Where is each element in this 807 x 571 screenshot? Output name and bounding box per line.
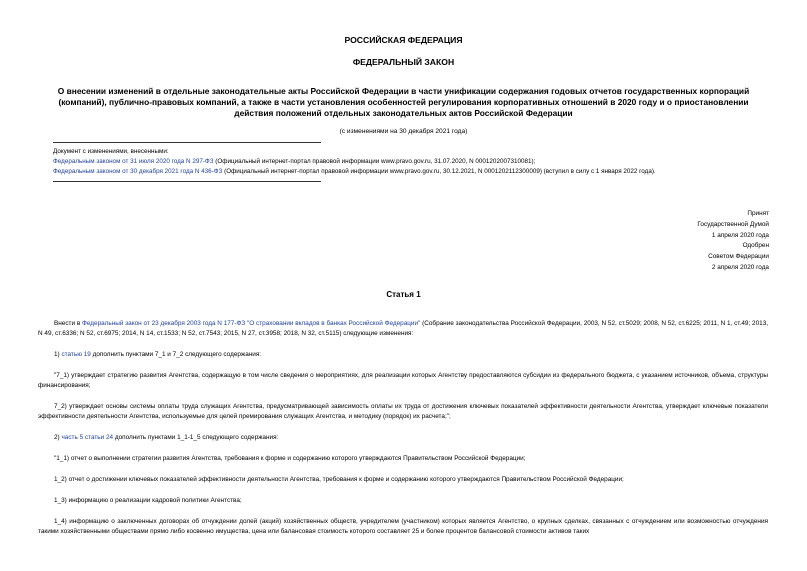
doc-type-title: ФЕДЕРАЛЬНЫЙ ЗАКОН [352,57,455,67]
item-7-1: "7_1) утверждает стратегию развития Агентства, содержащую в том числе сведения о мероприятиях, для реализации которых Агентству предоставляются субсидии из федерального бюджета, с указанием источников, объема, структуры финансирования; [38,372,768,390]
article-heading: Статья 1 [386,290,421,299]
adoption-line: Принят [747,210,769,217]
article-19-link[interactable]: статью 19 [61,351,91,358]
item-1-number: 1) [54,351,62,358]
amendment-link-2[interactable]: Федеральным законом от 30 декабря 2021 года N 436-ФЗ [53,168,223,175]
item-1 [38,350,768,360]
amendment-item [53,157,656,167]
item-1-1: "1_1) отчет о выполнении стратегии развития Агентства, требования к форме и содержанию которого утверждаются Правительством Российской Федерации; [54,455,526,462]
adoption-block [697,209,769,274]
adoption-line: Советом Федерации [708,253,769,261]
item-2 [38,433,768,443]
adoption-line: 1 апреля 2020 года [711,231,769,239]
amendment-item [53,167,656,177]
law-177-link[interactable]: Федеральный закон от 23 декабря 2003 года N 177-ФЗ [82,320,246,327]
amendment-desc-1: (Официальный интернет-портал правовой информации www.pravo.gov.ru, 31.07.2020, N 0001202007310081); [213,158,536,165]
law-title-link[interactable]: "О страховании вкладов в банках Российской Федерации" [247,320,421,327]
item-2-text: дополнить пунктами 1_1-1_5 следующего содержания: [113,434,279,441]
revision-note: (с изменениями на 30 декабря 2021 года) [339,128,468,135]
item-1-2: 1_2) отчет о достижении ключевых показателей эффективности деятельности Агентства, требования к форме и содержанию которого утверждаются Правительством Российской Федерации; [54,476,624,483]
adoption-line: Одобрен [742,242,769,250]
adoption-line: 2 апреля 2020 года [711,263,769,271]
law-title: О внесении изменений в отдельные законодательные акты Российской Федерации в части унификации содержания годовых отчетов государственных корпораций (компаний), публично-правовых компаний, а также в части установления особенностей регулирования корпоративных отношений в 2020 году и о приостановлении действия положений отдельных законодательных актов Российской Федерации [57,86,750,118]
amendment-desc-2: (Официальный интернет-портал правовой информации www.pravo.gov.ru, 30.12.2021, N 0001202112300009) (вступил в силу с 1 января 2022 года). [222,168,656,175]
article-intro [38,319,768,340]
divider-bottom [53,181,321,182]
intro-text: Внести в [54,320,83,327]
item-1-4: 1_4) информацию о заключенных договорах об отчуждении долей (акций) хозяйственных обществ, учредителем (участником) которых является Агентство, о крупных сделках, связанных с отчуждением или возможностью отчуждения такими хозяйственными обществами прямо либо косвенно имущества, цена или балансовая стоимость которого составляет 25 и более процентов балансовой стоимости активов таких [38,518,768,536]
item-7-2: 7_2) утверждает основы системы оплаты труда служащих Агентства, предусматривающей зависимость оплаты их труда от достижения ключевых показателей эффективности деятельности Агентства, утверждает ключевые показатели эффективности деятельности Агентства, используемые для целей премирования служащих Агентства, и методику (порядок) их расчета;"; [38,403,768,421]
divider-top [53,142,321,143]
amendment-link-1[interactable]: Федеральным законом от 31 июля 2020 года N 297-ФЗ [53,158,214,165]
intro-citation: (Собрание законодательства Российской Федерации, 2003, N 52, ст.5029; 2008, N 52, ст.6225; 2011, N 1, ст.49; 2013, N 49, ст.6336; N 52, ст.6975; 2014, N 14, ст.1533; N 52, ст.7543; 2015, N 27, ст.3958; 2018, N 32, ст.5115) следующие изменения: [38,320,769,338]
amendments-block [53,147,656,177]
amendments-intro: Документ с изменениями, внесенными: [53,148,169,155]
item-2-number: 2) [54,434,62,441]
article-24-link[interactable]: часть 5 статьи 24 [61,434,114,441]
country-title: РОССИЙСКАЯ ФЕДЕРАЦИЯ [344,35,463,45]
adoption-line: Государственной Думой [697,220,769,228]
item-1-text: дополнить пунктами 7_1 и 7_2 следующего содержания: [90,351,262,358]
item-1-3: 1_3) информацию о реализации кадровой политики Агентства; [54,497,242,504]
